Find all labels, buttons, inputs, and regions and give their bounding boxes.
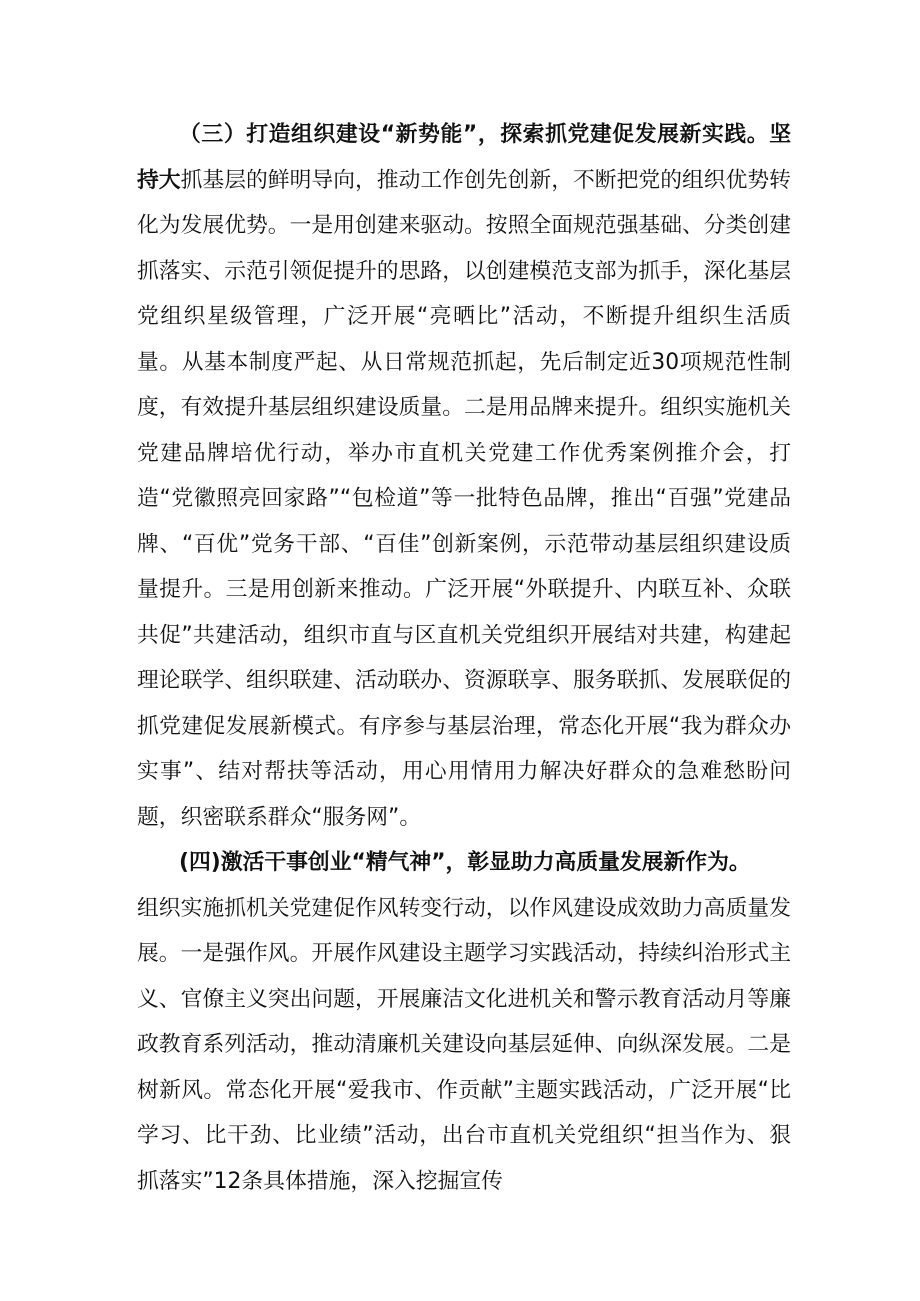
- section-4-heading-paragraph: [137, 840, 791, 886]
- section-4-body: 组织实施抓机关党建促作风转变行动，以作风建设成效助力高质量发展。一是强作风。开展作风建设主题学习实践活动，持续纠治形式主义、官僚主义突出问题，开展廉洁文化进机关和警示教育活动月等廉政教育系列活动，推动清廉机关建设向基层延伸、向纵深发展。二是树新风。常态化开展“爱我市、作贡献”主题实践活动，广泛开展“比学习、比干劲、比业绩”活动，出台市直机关党组织“担当作为、狠抓落实”12条具体措施，深入挖掘宣传: [137, 895, 791, 1194]
- document-body: [137, 112, 791, 1204]
- section-3-body: 抓基层的鲜明导向，推动工作创先创新，不断把党的组织优势转化为发展优势。一是用创建来驱动。按照全面规范强基础、分类创建抓落实、示范引领促提升的思路，以创建模范支部为抓手，深化基层党组织星级管理，广泛开展“亮晒比”活动，不断提升组织生活质量。从基本制度严起、从日常规范抓起，先后制定近30项规范性制度，有效提升基层组织建设质量。二是用品牌来提升。组织实施机关党建品牌培优行动，举办市直机关党建工作优秀案例推介会，打造“党徽照亮回家路”“包检道”等一批特色品牌，推出“百强”党建品牌、“百优”党务干部、“百佳”创新案例，示范带动基层组织建设质量提升。三是用创新来推动。广泛开展“外联提升、内联互补、众联共促”共建活动，组织市直与区直机关党组织开展结对共建，构建起理论联学、组织联建、活动联办、资源联享、服务联抓、发展联促的抓党建促发展新模式。有序参与基层治理，常态化开展“我为群众办实事”、结对帮扶等活动，用心用情用力解决好群众的急难愁盼问题，织密联系群众“服务网”。: [137, 167, 791, 830]
- section-4-heading: (四)激活干事创业“精气神”，彰显助力高质量发展新作为。: [179, 850, 751, 875]
- section-3-heading: （三）打造组织建设“新势能”，探索抓党建促发展新实践。: [179, 122, 770, 147]
- section-3-paragraph: [137, 112, 791, 840]
- section-3-lead-sentence: 坚持大: [137, 122, 791, 193]
- section-4-body-paragraph: [137, 886, 791, 1205]
